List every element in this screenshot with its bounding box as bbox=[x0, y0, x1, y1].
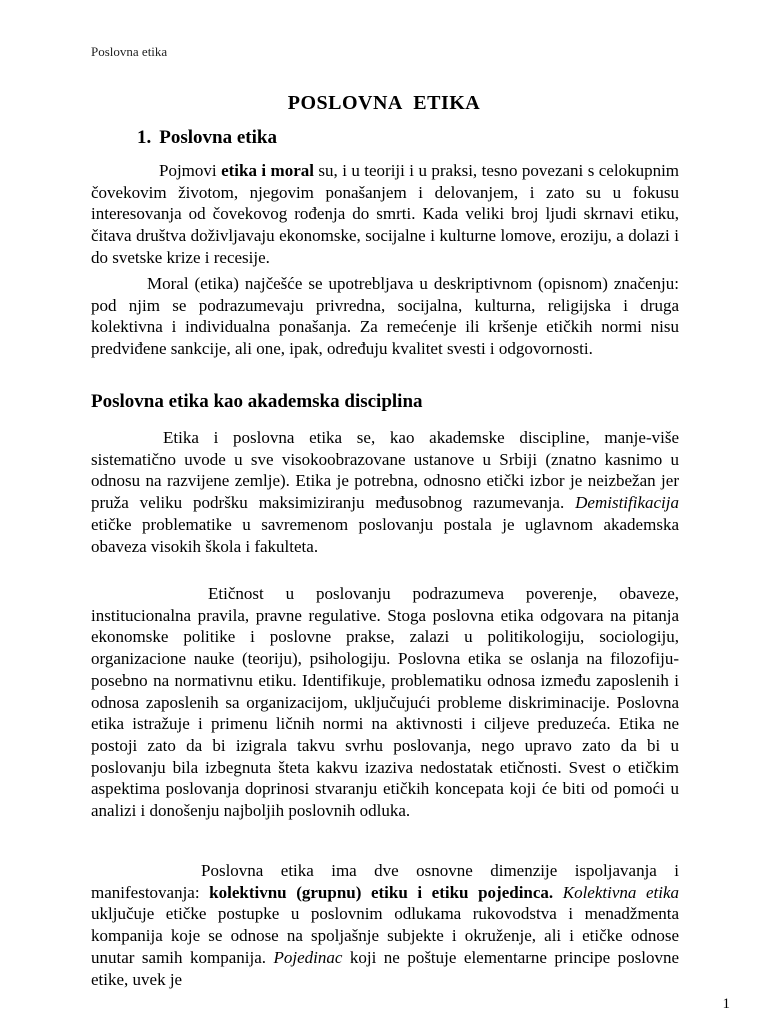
p1-pre: Pojmovi bbox=[159, 161, 222, 180]
p5-mid: uključuje etičke postupke u poslovnim odlukama rukovodstva i menadžmenta kompanija koje se odnose na spoljašnje subjekte i okruženje, ali i etičke odnose unutar samih kompanija. bbox=[91, 904, 679, 967]
subheading: Poslovna etika kao akademska disciplina bbox=[91, 391, 423, 412]
p5-post: koji ne poštuje elementarne principe poslovne etike, uvek je bbox=[91, 947, 679, 989]
p5-italic-1: Kolektivna etika bbox=[562, 882, 680, 902]
paragraph-5 bbox=[91, 860, 679, 990]
p3-pre: Etika i poslovna etika se, kao akademske discipline, manje-više sistematično uvode u sve visokoobrazovane ustanove u Srbiji (znatno kasnimo u odnosu na razvijene zemlje). Etika je potrebna, odnosno etički izbor je neizbežan jer pruža veliku podršku maksimiziranju međusobnog razumevanja. bbox=[91, 428, 679, 513]
section-heading bbox=[137, 127, 277, 149]
p1-post: su, i u teoriji i u praksi, tesno povezani s celokupnim čovekovim životom, njegovim ponašanjem i delovanjem, i zato su u fokusu interesovanja od čovekovog rođenja do smrti. Kada veliki broj ljudi skrnavi etiku, čitava društva doživljavaju ekonomske, socijalne i kulturne lomove, eroziju, a dolazi i do svetske krize i recesije. bbox=[91, 161, 680, 267]
p2-text: Moral (etika) najčešće se upotrebljava u deskriptivnom (opisnom) značenju: pod njim se podrazumevaju privredna, socijalna, kulturna, religijska i druga kolektivna i individualna ponašanja. Za remećenje ili kršenje etičkih normi nisu predviđene sankcije, ali one, ipak, određuju kvalitet svesti i odgovornosti. bbox=[91, 274, 679, 359]
paragraph-3 bbox=[91, 427, 679, 557]
paragraph-4 bbox=[91, 583, 679, 822]
p5-italic-2: Pojedinac bbox=[273, 947, 343, 967]
section-number: 1. bbox=[137, 127, 152, 148]
p3-italic: Demistifikacija bbox=[575, 493, 679, 513]
p5-pre: Poslovna etika ima dve osnovne dimenzije ispoljavanja i manifestovanja: bbox=[91, 861, 679, 902]
p1-bold: etika i moral bbox=[221, 161, 314, 180]
running-header: Poslovna etika bbox=[91, 44, 168, 59]
p5-bold: kolektivnu (grupnu) etiku i etiku pojedinca. bbox=[209, 882, 554, 902]
p3-post: etičke problematike u savremenom poslovanju postala je uglavnom akademska obaveza visokih škola i fakulteta. bbox=[91, 514, 679, 556]
paragraph-1 bbox=[91, 160, 679, 269]
document-title: POSLOVNA ETIKA bbox=[287, 92, 481, 114]
p4-text: Etičnost u poslovanju podrazumeva poverenje, obaveze, institucionalna pravila, pravne regulative. Stoga poslovna etika odgovara na pitanja ekonomske politike i poslovne prakse, zalazi u politikologiju, sociologiju, organizacione nauke (teoriju), psihologiju. Poslovna etika se oslanja na filozofiju- posebno na normativnu etiku. Identifikuje, problematiku odnosa između zaposlenih i odnosa zaposlenih sa organizacijom, uključujući probleme diskriminacije. Poslovna etika istražuje i primenu ličnih normi na aktivnosti i ciljeve preduzeća. Etika ne postoji zato da bi izigrala takvu svrhu poslovanja, nego upravo zato da bi u poslovanju bila izbegnuta šteta kakvu izaziva nedostatak etičnosti. Svest o etičkim aspektima poslovanja doprinosi stvaranju etičkih koncepata koji će biti od pomoći u analizi i donošenju najboljih poslovnih odluka. bbox=[91, 584, 679, 821]
section-title: Poslovna etika bbox=[159, 127, 277, 148]
page-number: 1 bbox=[722, 996, 730, 1012]
paragraph-2 bbox=[91, 273, 679, 360]
